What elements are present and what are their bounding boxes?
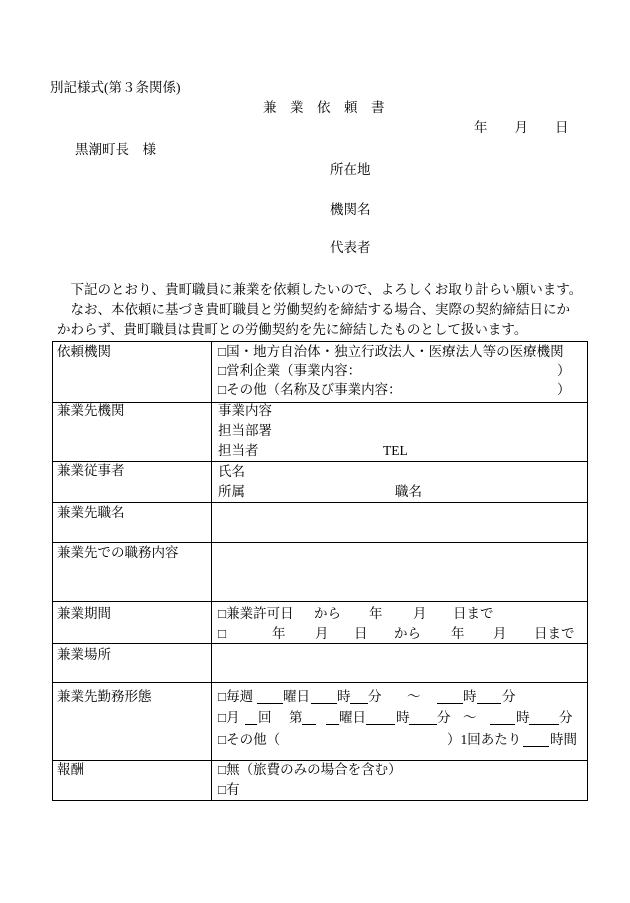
table-row-requester bbox=[52, 341, 588, 403]
hours-unit: 時間 bbox=[550, 732, 577, 747]
form-reference: 別記様式(第３条関係) bbox=[50, 80, 181, 95]
blank-field bbox=[477, 687, 501, 704]
schedule-line-monthly bbox=[212, 708, 587, 728]
blank-field bbox=[350, 687, 368, 704]
month-unit: 月 bbox=[493, 626, 507, 641]
blank-field bbox=[366, 708, 395, 725]
row-label-cell bbox=[53, 342, 212, 402]
field-line bbox=[212, 401, 587, 421]
until-text: 日まで bbox=[453, 606, 494, 621]
row-label: 兼業先勤務形態 bbox=[57, 689, 152, 704]
row-label: 兼業先での職務内容 bbox=[57, 545, 179, 560]
row-value-cell bbox=[212, 683, 587, 760]
field-line bbox=[212, 482, 587, 502]
minute-unit: 分 bbox=[502, 689, 516, 704]
minute-unit: 分 bbox=[368, 689, 382, 704]
closing-paren: ） bbox=[557, 382, 571, 397]
blank-field bbox=[245, 708, 257, 725]
day-unit: 日 bbox=[354, 626, 368, 641]
row-label: 兼業期間 bbox=[57, 606, 111, 621]
row-value-cell bbox=[212, 543, 587, 601]
option-line bbox=[212, 760, 587, 780]
from-text: から bbox=[394, 626, 421, 641]
blank-field bbox=[326, 708, 339, 725]
blank-field bbox=[311, 687, 337, 704]
row-label-cell bbox=[53, 462, 212, 502]
range-mark: ～ bbox=[407, 689, 421, 704]
table-row-schedule bbox=[52, 682, 588, 761]
row-label-cell bbox=[53, 761, 212, 800]
option-date-range: □ bbox=[218, 626, 227, 641]
row-label-cell bbox=[53, 503, 212, 542]
field-line bbox=[212, 441, 587, 461]
from-text: から bbox=[314, 606, 341, 621]
until-text: 日まで bbox=[534, 626, 575, 641]
year-unit: 年 bbox=[369, 606, 383, 621]
option-line bbox=[212, 380, 587, 400]
row-label-cell bbox=[53, 543, 212, 601]
blank-field bbox=[523, 730, 549, 747]
hour-unit: 時 bbox=[516, 710, 530, 725]
field-line bbox=[212, 421, 587, 441]
table-row-duties bbox=[52, 542, 588, 602]
table-row-pay bbox=[52, 760, 588, 801]
row-value-cell bbox=[212, 342, 587, 402]
department-label: 担当部署 bbox=[218, 423, 272, 438]
table-row-host-org bbox=[52, 402, 588, 462]
sender-rep-label: 代表者 bbox=[330, 240, 371, 255]
option-approval-date: □兼業許可日 bbox=[218, 606, 294, 621]
period-line-range bbox=[212, 624, 587, 644]
row-label: 報酬 bbox=[57, 762, 84, 777]
blank-field bbox=[257, 687, 283, 704]
option-other: □その他（ bbox=[218, 732, 281, 747]
row-label: 兼業先機関 bbox=[57, 403, 125, 418]
row-label-cell bbox=[53, 602, 212, 643]
schedule-line-weekly bbox=[212, 687, 587, 707]
row-value-cell bbox=[212, 644, 587, 682]
option-public: □国・地方自治体・独立行政法人・医療法人等の医療機関 bbox=[218, 344, 564, 359]
field-line bbox=[212, 462, 587, 482]
row-label: 依頼機関 bbox=[57, 344, 111, 359]
ordinal-prefix: 第 bbox=[289, 710, 303, 725]
minute-unit: 分 bbox=[437, 710, 451, 725]
table-row-host-position bbox=[52, 502, 588, 543]
paragraph-line: なお、本依頼に基づき貴町職員と労働契約を締結する場合、実際の契約締結日にか bbox=[57, 302, 570, 317]
table-row-location bbox=[52, 643, 588, 683]
option-paid: □有 bbox=[218, 782, 240, 797]
date-line: 年 月 日 bbox=[474, 120, 569, 135]
option-line bbox=[212, 780, 587, 800]
addressee: 黒潮町長 様 bbox=[75, 142, 156, 157]
hour-unit: 時 bbox=[337, 689, 351, 704]
schedule-line-other bbox=[212, 730, 587, 750]
times-unit: 回 bbox=[258, 710, 272, 725]
year-unit: 年 bbox=[272, 626, 286, 641]
contact-label: 担当者 bbox=[218, 443, 259, 458]
affiliation-label: 所属 bbox=[218, 484, 245, 499]
row-value-cell bbox=[212, 503, 587, 542]
paragraph-line: かわらず、貴町職員は貴町との労働契約を先に締結したものとして扱います。 bbox=[57, 322, 528, 337]
name-label: 氏名 bbox=[218, 464, 245, 479]
option-other: □その他（名称及び事業内容： bbox=[218, 382, 402, 397]
table-row-worker bbox=[52, 461, 588, 503]
row-label-cell bbox=[53, 403, 212, 461]
blank-field bbox=[490, 708, 515, 725]
blank-field bbox=[529, 708, 559, 725]
blank-field bbox=[302, 708, 316, 725]
sender-org-label: 機関名 bbox=[330, 202, 371, 217]
row-label-cell bbox=[53, 644, 212, 682]
position-label: 職名 bbox=[395, 484, 422, 499]
row-label-cell bbox=[53, 683, 212, 760]
document-title: 兼 業 依 頼 書 bbox=[263, 100, 385, 115]
row-label: 兼業先職名 bbox=[57, 505, 125, 520]
option-weekly: □毎週 bbox=[218, 689, 254, 704]
row-label: 兼業従事者 bbox=[57, 463, 125, 478]
per-time-text: ）1回あたり bbox=[447, 732, 522, 747]
range-mark: ～ bbox=[463, 710, 477, 725]
closing-paren: ） bbox=[557, 363, 571, 378]
option-private: □営利企業（事業内容： bbox=[218, 363, 362, 378]
weekday-unit: 曜日 bbox=[283, 689, 310, 704]
row-value-cell bbox=[212, 761, 587, 800]
row-value-cell bbox=[212, 462, 587, 502]
option-line bbox=[212, 361, 587, 381]
blank-field bbox=[437, 687, 463, 704]
sender-address-label: 所在地 bbox=[330, 162, 371, 177]
weekday-unit: 曜日 bbox=[339, 710, 366, 725]
hour-unit: 時 bbox=[396, 710, 410, 725]
option-monthly: □月 bbox=[218, 710, 240, 725]
paragraph-line: 下記のとおり、貴町職員に兼業を依頼したいので、よろしくお取り計らい願います。 bbox=[57, 282, 583, 297]
row-value-cell bbox=[212, 403, 587, 461]
minute-unit: 分 bbox=[559, 710, 573, 725]
table-row-period bbox=[52, 601, 588, 644]
option-line bbox=[212, 342, 587, 362]
option-unpaid: □無（旅費のみの場合を含む） bbox=[218, 762, 402, 777]
month-unit: 月 bbox=[413, 606, 427, 621]
hour-unit: 時 bbox=[463, 689, 477, 704]
tel-label: TEL bbox=[383, 443, 408, 458]
row-label: 兼業場所 bbox=[57, 647, 111, 662]
period-line-approval bbox=[212, 604, 587, 624]
business-label: 事業内容 bbox=[218, 403, 272, 418]
year-unit: 年 bbox=[451, 626, 465, 641]
blank-field bbox=[409, 708, 437, 725]
month-unit: 月 bbox=[315, 626, 329, 641]
row-value-cell bbox=[212, 602, 587, 643]
